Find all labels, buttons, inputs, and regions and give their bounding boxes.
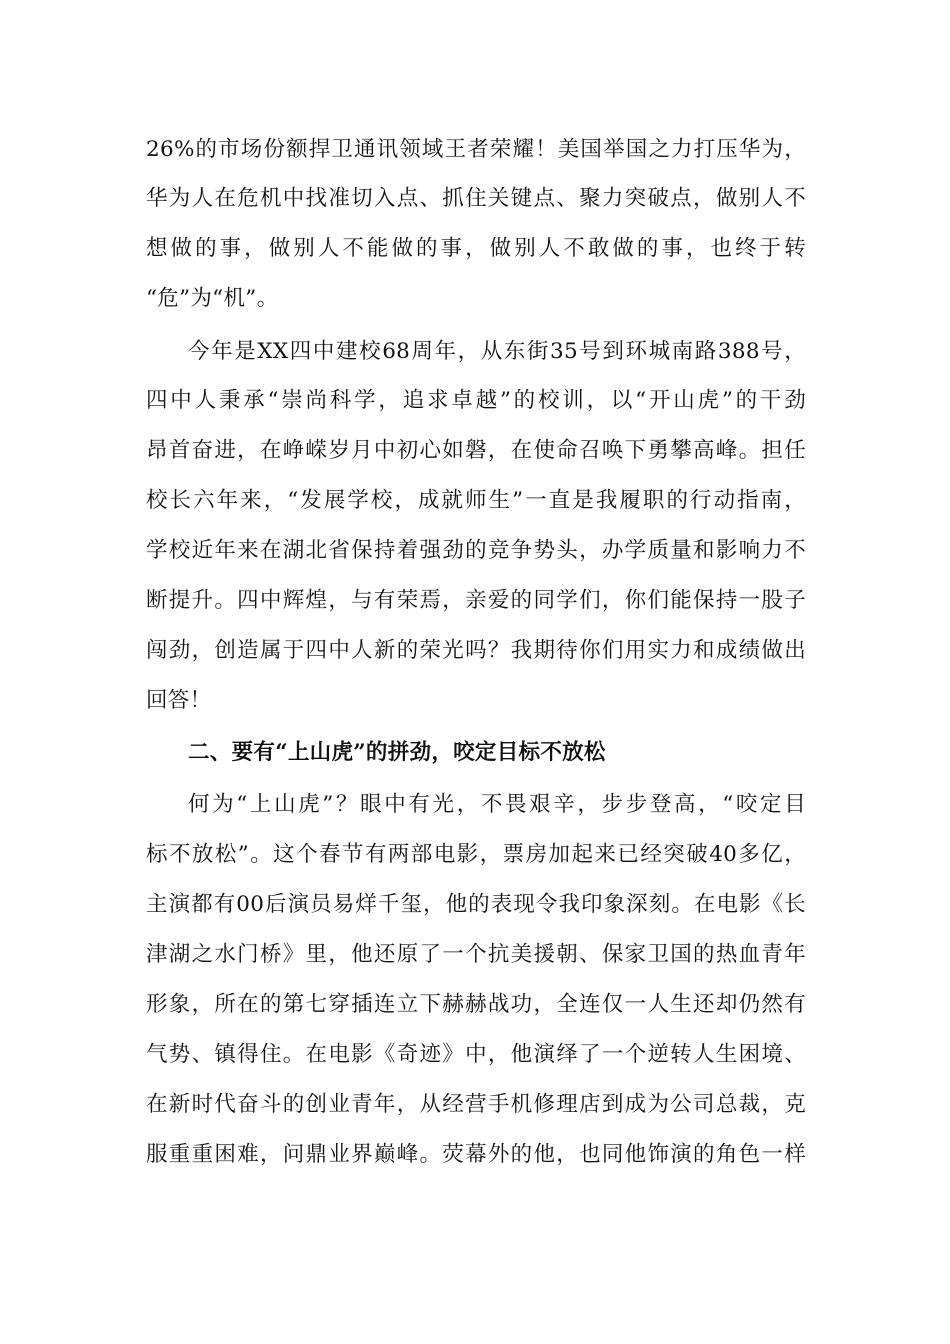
text-line: 回答！ bbox=[146, 688, 212, 713]
text-line: 校长六年来，“发展学校，成就师生”一直是我履职的行动指南， bbox=[146, 488, 806, 513]
text-line: 闯劲，创造属于四中人新的荣光吗？我期待你们用实力和成绩做出 bbox=[146, 638, 806, 663]
text-line: 服重重困难，问鼎业界巅峰。荧幕外的他，也同他饰演的角色一样 bbox=[146, 1142, 806, 1167]
text-line: 何为“上山虎”？眼中有光，不畏艰辛，步步登高，“咬定目 bbox=[188, 792, 806, 817]
text-line: 26%的市场份额捍卫通讯领域王者荣耀！美国举国之力打压华为， bbox=[146, 137, 806, 162]
text-line: 断提升。四中辉煌，与有荣焉，亲爱的同学们，你们能保持一股子 bbox=[146, 588, 806, 613]
text-line: “危”为“机”。 bbox=[146, 286, 279, 311]
text-line: 今年是XX四中建校68周年，从东街35号到环城南路388号， bbox=[188, 339, 806, 364]
text-line: 想做的事，做别人不能做的事，做别人不敢做的事，也终于转 bbox=[146, 236, 806, 261]
text-line: 主演都有00后演员易烊千玺，他的表现令我印象深刻。在电影《长 bbox=[146, 892, 806, 917]
text-line: 津湖之水门桥》里，他还原了一个抗美援朝、保家卫国的热血青年 bbox=[146, 942, 806, 967]
section-heading: 二、要有“上山虎”的拼劲，咬定目标不放松 bbox=[188, 740, 606, 765]
text-line: 昂首奋进，在峥嵘岁月中初心如磐，在使命召唤下勇攀高峰。担任 bbox=[146, 438, 806, 463]
text-line: 在新时代奋斗的创业青年，从经营手机修理店到成为公司总裁，克 bbox=[146, 1092, 806, 1117]
text-line: 气势、镇得住。在电影《奇迹》中，他演绎了一个逆转人生困境、 bbox=[146, 1042, 806, 1067]
text-line: 学校近年来在湖北省保持着强劲的竞争势头，办学质量和影响力不 bbox=[146, 538, 806, 563]
text-line: 标不放松”。这个春节有两部电影，票房加起来已经突破40多亿， bbox=[146, 842, 806, 867]
text-line: 四中人秉承“崇尚科学，追求卓越”的校训，以“开山虎”的干劲 bbox=[146, 388, 806, 413]
text-line: 华为人在危机中找准切入点、抓住关键点、聚力突破点，做别人不 bbox=[146, 186, 806, 211]
text-line: 形象，所在的第七穿插连立下赫赫战功，全连仅一人生还却仍然有 bbox=[146, 992, 806, 1017]
